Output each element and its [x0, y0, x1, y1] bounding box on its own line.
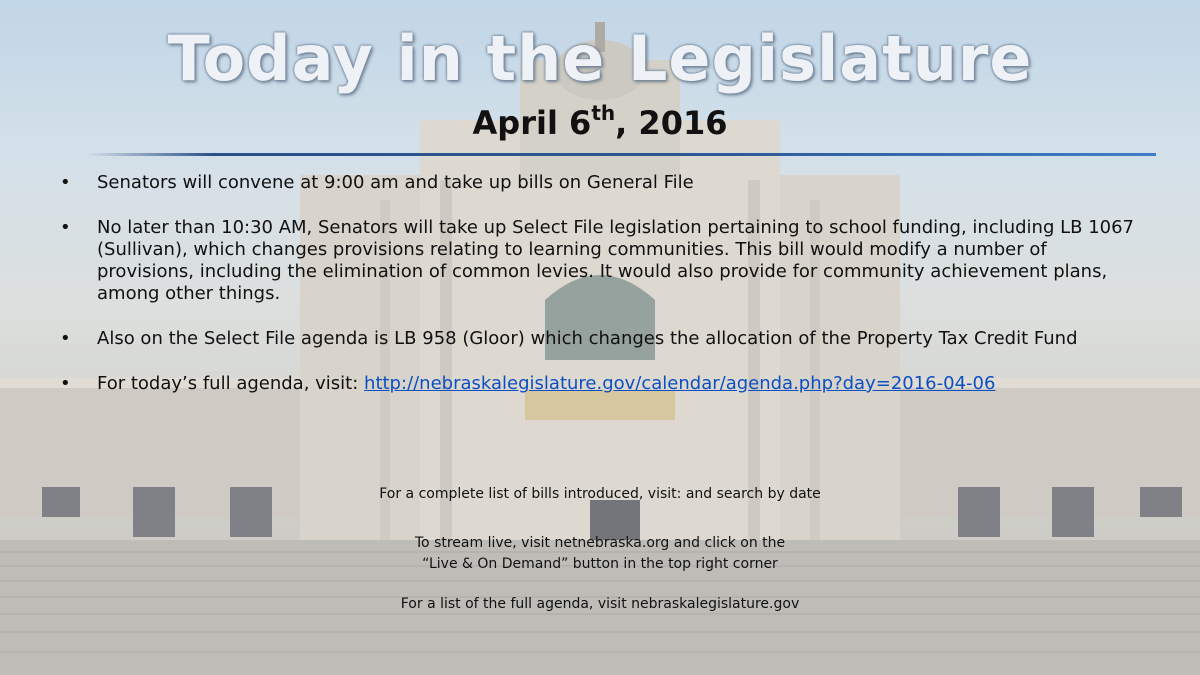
footer-stream-line-1: To stream live, visit netnebraska.org and click on the	[414, 535, 786, 551]
bullet-item	[60, 217, 1145, 305]
footer-bills-note: For a complete list of bills introduced, visit: and search by date	[379, 486, 821, 502]
bullet-text: No later than 10:30 AM, Senators will take up Select File legislation pertaining to school funding, including LB 1067 (Sullivan), which changes provisions relating to learning communities. This bill would modify a number of provisions, including the elimination of common levies. It would also provide for community achievement plans, among other things.	[97, 217, 1135, 304]
agenda-link[interactable]: http://nebraskalegislature.gov/calendar/agenda.php?day=2016-04-06	[364, 373, 996, 394]
footer-stream-line-2: “Live & On Demand” button in the top right corner	[422, 556, 778, 572]
slide-title: Today in the Legislature	[167, 22, 1033, 95]
date-ordinal-suffix: th	[591, 101, 616, 125]
bullet-text: Also on the Select File agenda is LB 958 (Gloor) which changes the allocation of the Property Tax Credit Fund	[97, 328, 1078, 349]
title-divider	[86, 153, 1156, 156]
date-year: , 2016	[615, 104, 728, 142]
date-month-day: April 6	[472, 104, 592, 142]
bullet-text: Senators will convene at 9:00 am and take up bills on General File	[97, 172, 694, 193]
footer-stream-note	[0, 533, 1200, 575]
slide-date	[0, 101, 1200, 142]
bullet-item	[60, 373, 1145, 395]
footer-agenda-note: For a list of the full agenda, visit nebraskalegislature.gov	[400, 596, 800, 612]
bullet-item	[60, 172, 1145, 194]
bullet-list	[60, 172, 1145, 418]
bullet-text: For today’s full agenda, visit:	[97, 373, 365, 394]
bullet-item	[60, 328, 1145, 350]
